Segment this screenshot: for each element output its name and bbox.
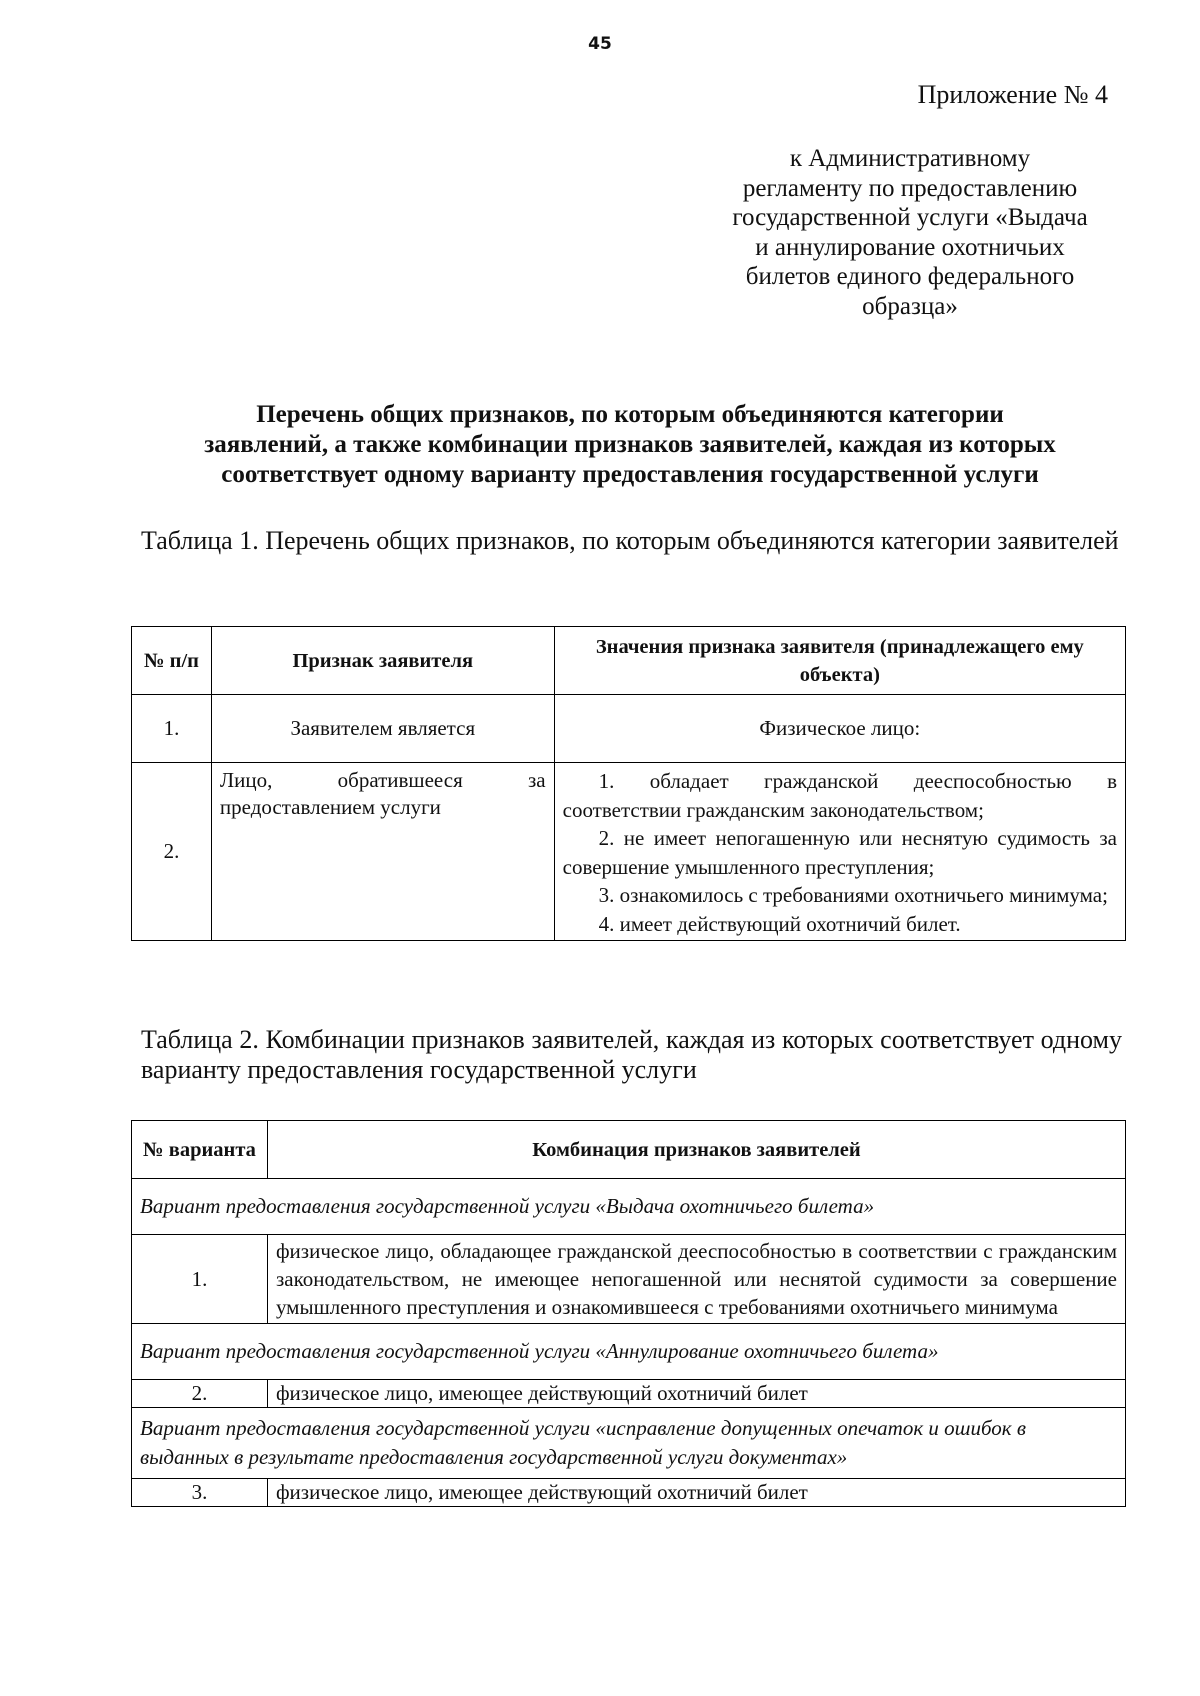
table-row [132,1235,1126,1324]
table-row [132,1479,1126,1507]
appendix-subtitle [690,144,1130,321]
table2-variant: Вариант предоставления государственной услуги «Аннулирование охотничьего билета» [132,1324,1126,1380]
table1-row-sign: Лицо, обратившееся за предоставлением услуги [211,763,554,941]
table2-header-combo: Комбинация признаков заявителей [267,1121,1125,1179]
table-row [132,1324,1126,1380]
table1-value-item: 4. имеет действующий охотничий билет. [598,911,961,936]
document-title-line: соответствует одному варианту предоставления государственной услуги [221,461,1039,488]
table2-variant: Вариант предоставления государственной услуги «исправление допущенных опечаток и ошибок в выданных в результате предоставления государственной услуги документах» [132,1408,1126,1479]
table2-row-num: 1. [132,1235,268,1324]
table2-header-row [132,1121,1126,1179]
table1-row-num: 2. [132,763,212,941]
table1-header-values: Значения признака заявителя (принадлежащего ему объекта) [554,627,1125,695]
table2-row-combo: физическое лицо, имеющее действующий охотничий билет [267,1479,1125,1507]
document-title-line: заявлений, а также комбинации признаков заявителей, каждая из которых [204,431,1056,458]
table2-row-num: 2. [132,1380,268,1408]
table1-header-row [132,627,1126,695]
table1-value-item: 3. ознакомилось с требованиями охотничьего минимума; [598,883,1108,907]
table2-row-combo: физическое лицо, обладающее гражданской дееспособностью в соответствии с гражданским законодательством, не имеющее непогашенной или неснятой судимости за совершение умышленного преступления и ознакомившееся с требованиями охотничьего минимума [267,1235,1125,1324]
table1-header-num: № п/п [132,627,212,695]
table2-header-num: № варианта [132,1121,268,1179]
appendix-label: Приложение № 4 [917,80,1108,109]
document-title-line: Перечень общих признаков, по которым объединяются категории [256,401,1004,428]
appendix-subtitle-line: регламенту по предоставлению [742,174,1078,202]
table2-caption: Таблица 2. Комбинации признаков заявителей, каждая из которых соответствует одному варианту предоставления государственной услуги [141,1025,1122,1084]
appendix-subtitle-line: образца» [862,292,958,320]
appendix-subtitle-line: билетов единого федерального [745,263,1075,290]
table2-row-num: 3. [132,1479,268,1507]
table2-variant: Вариант предоставления государственной услуги «Выдача охотничьего билета» [132,1179,1126,1235]
document-title [135,400,1125,490]
table2 [131,1120,1126,1507]
table1-row-num: 1. [132,695,212,763]
table1-row-values: Физическое лицо: [554,695,1125,763]
table1-row-values [554,763,1125,941]
table1-header-sign: Признак заявителя [211,627,554,695]
appendix-subtitle-line: государственной услуги «Выдача [732,204,1088,231]
table-row [132,763,1126,941]
appendix-subtitle-line: и аннулирование охотничьих [755,233,1065,261]
appendix-subtitle-line: к Административному [789,145,1031,172]
table2-row-combo: физическое лицо, имеющее действующий охотничий билет [267,1380,1125,1408]
table1-value-item: 2. не имеет непогашенную или неснятую судимость за совершение умышленного преступления; [562,826,1117,879]
table-row [132,695,1126,763]
table-row [132,1408,1126,1479]
table1-row-sign: Заявителем является [211,695,554,763]
table1 [131,626,1126,941]
page-number: 45 [588,34,612,54]
table-row [132,1179,1126,1235]
table1-caption: Таблица 1. Перечень общих признаков, по которым объединяются категории заявителей [141,526,1119,555]
table1-value-item: 1. обладает гражданской дееспособностью в соответствии гражданским законодательством; [562,769,1117,822]
table-row [132,1380,1126,1408]
